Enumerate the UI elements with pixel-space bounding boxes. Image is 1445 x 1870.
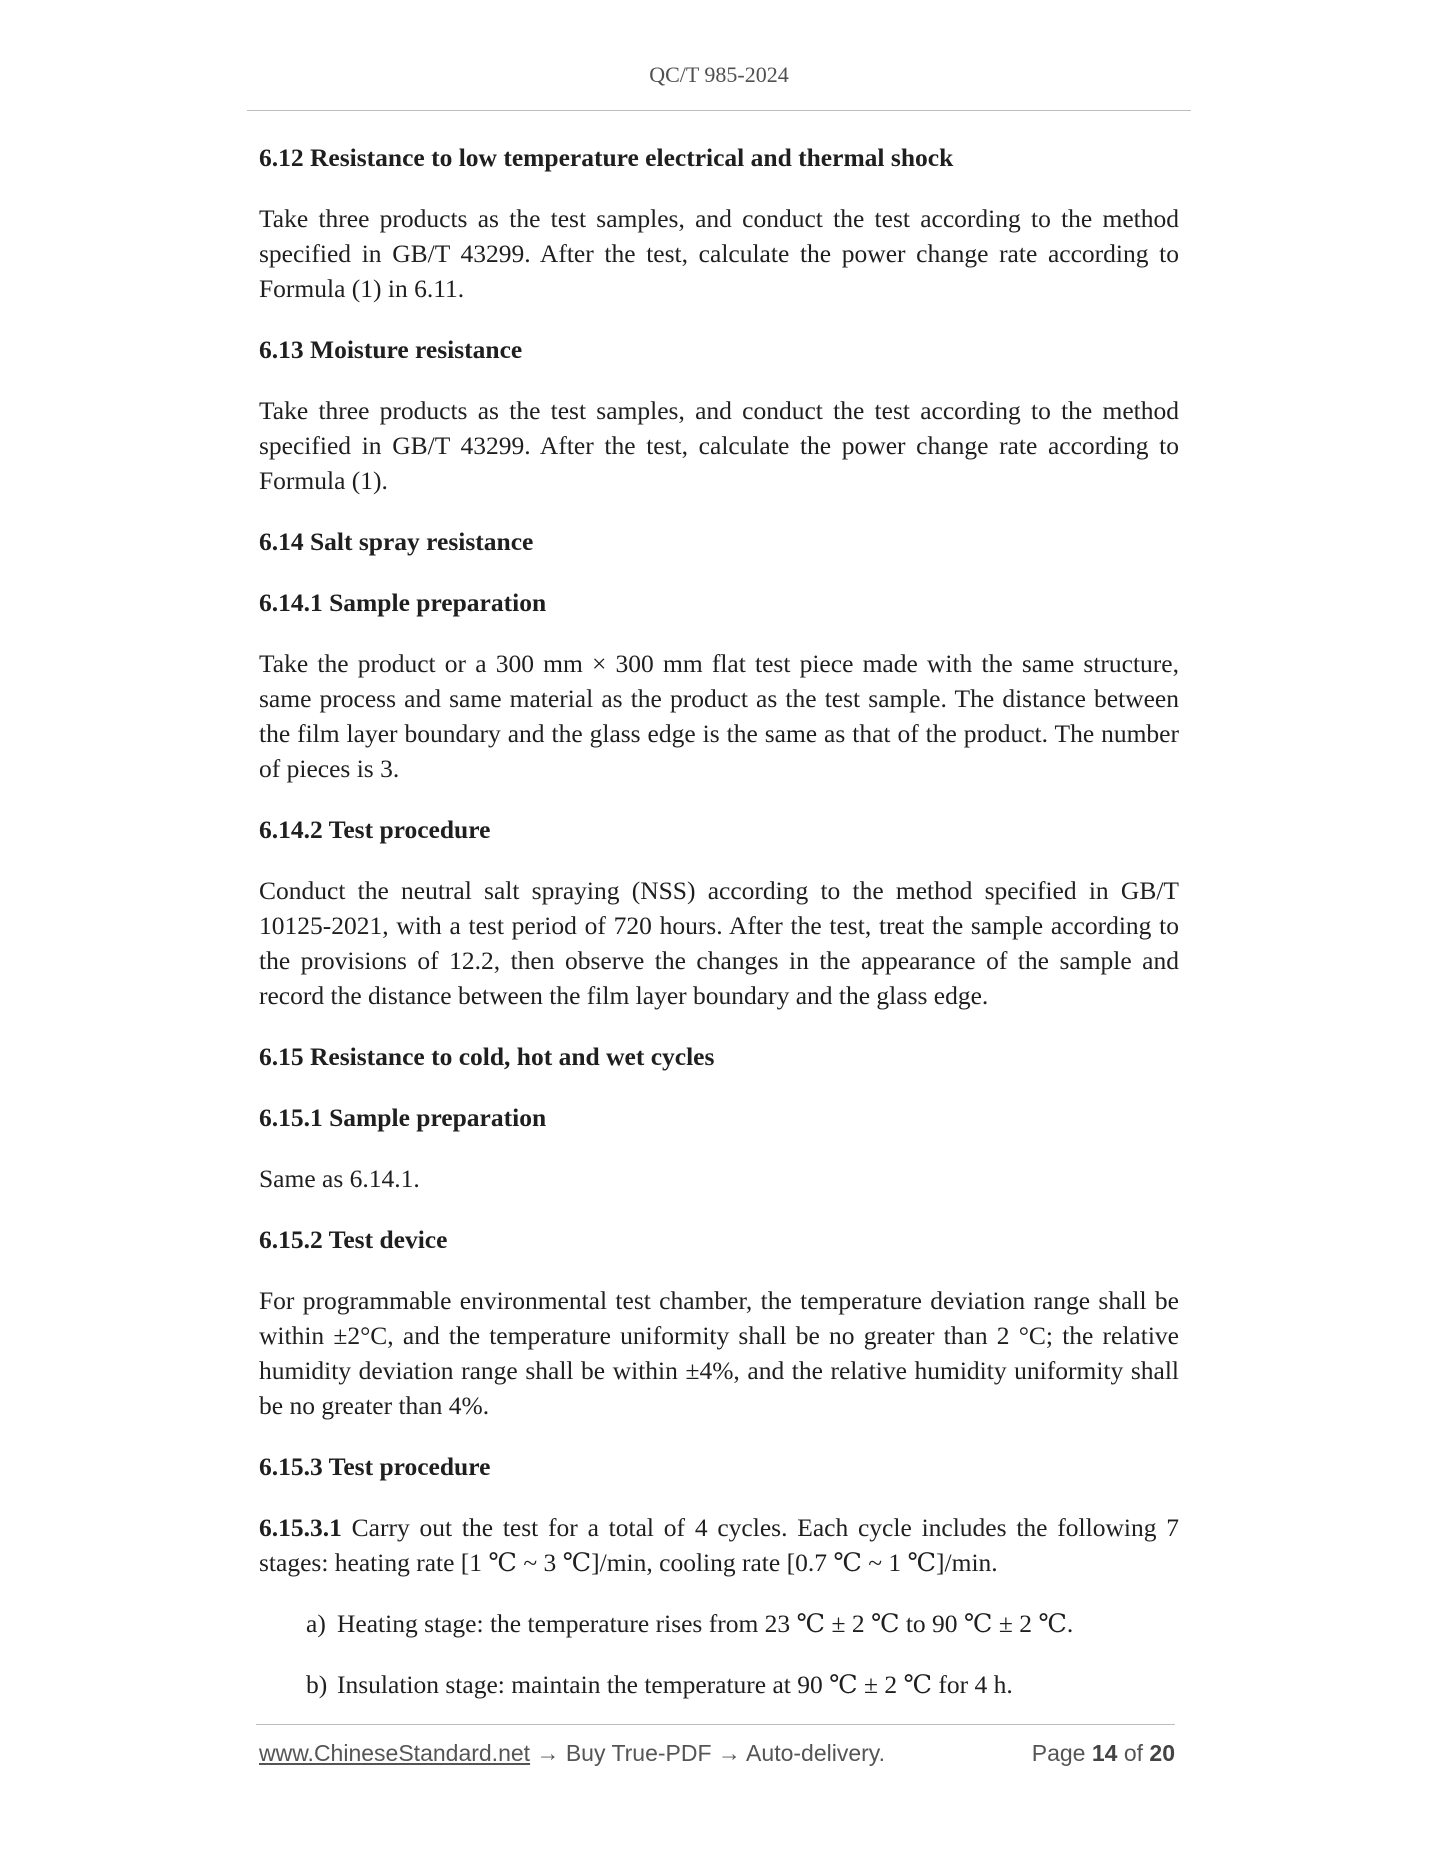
page-label: Page bbox=[1031, 1740, 1086, 1766]
section-heading-6-13: 6.13 Moisture resistance bbox=[259, 335, 523, 364]
section-heading-6-14: 6.14 Salt spray resistance bbox=[259, 527, 534, 556]
page-header bbox=[247, 62, 1191, 88]
list-marker: a) bbox=[306, 1609, 326, 1638]
section-text-6-15-2: For programmable environmental test chamber, the temperature deviation range shall be within ±2°C, and the temperature uniformity shall be no greater than 2 °C; the relative humidity deviation range shall be within ±4%, and the relative humidity uniformity shall be no greater than 4%. bbox=[259, 1286, 1179, 1420]
list-marker: b) bbox=[306, 1670, 328, 1699]
list-item-text: Insulation stage: maintain the temperature at 90 ℃ ± 2 ℃ for 4 h. bbox=[337, 1670, 1013, 1699]
list-item-text: Heating stage: the temperature rises from 23 ℃ ± 2 ℃ to 90 ℃ ± 2 ℃. bbox=[337, 1609, 1074, 1638]
section-heading-6-15: 6.15 Resistance to cold, hot and wet cycles bbox=[259, 1042, 715, 1071]
section-heading-6-15-3: 6.15.3 Test procedure bbox=[259, 1452, 491, 1481]
section-heading-6-15-1: 6.15.1 Sample preparation bbox=[259, 1103, 547, 1132]
section-text-6-13: Take three products as the test samples, and conduct the test according to the method specified in GB/T 43299. After the test, calculate the power change rate according to Formula (1). bbox=[259, 396, 1179, 495]
section-text-6-14-1: Take the product or a 300 mm × 300 mm flat test piece made with the same structure, same process and same material as the product as the test sample. The distance between the film layer boundary and the glass edge is the same as that of the product. The number of pieces is 3. bbox=[259, 649, 1179, 783]
of-label: of bbox=[1123, 1740, 1144, 1766]
current-page-number: 14 bbox=[1091, 1740, 1118, 1766]
section-text-6-14-2: Conduct the neutral salt spraying (NSS) according to the method specified in GB/T 10125-2021, with a test period of 720 hours. After the test, treat the sample according to the provisions of 12.2, then observe the changes in the appearance of the sample and record the distance between the film layer boundary and the glass edge. bbox=[259, 876, 1179, 1010]
section-text-6-15-1: Same as 6.14.1. bbox=[259, 1164, 420, 1193]
section-text-6-12: Take three products as the test samples, and conduct the test according to the method specified in GB/T 43299. After the test, calculate the power change rate according to Formula (1) in 6.11. bbox=[259, 204, 1179, 303]
promo-text: → Buy True-PDF → Auto-delivery. bbox=[530, 1740, 885, 1766]
list-item bbox=[259, 1667, 1179, 1702]
clause-text-6-15-3-1: Carry out the test for a total of 4 cycles. Each cycle includes the following 7 stages: heating rate [1 ℃ ~ 3 ℃]/min, cooling rate [0.7 ℃ ~ 1 ℃]/min. bbox=[259, 1513, 1179, 1577]
document-id: QC/T 985-2024 bbox=[649, 62, 789, 87]
section-heading-6-12: 6.12 Resistance to low temperature electrical and thermal shock bbox=[259, 143, 954, 172]
document-body bbox=[259, 140, 1179, 1728]
stage-list bbox=[259, 1606, 1179, 1702]
website-link[interactable]: www.ChineseStandard.net bbox=[259, 1740, 531, 1766]
section-text-6-15-3-1 bbox=[259, 1510, 1179, 1580]
clause-number-6-15-3-1: 6.15.3.1 bbox=[259, 1513, 342, 1542]
section-heading-6-14-2: 6.14.2 Test procedure bbox=[259, 815, 491, 844]
section-heading-6-15-2: 6.15.2 Test device bbox=[259, 1225, 448, 1254]
footer-promo bbox=[259, 1740, 885, 1767]
page-footer bbox=[259, 1740, 1175, 1774]
list-item bbox=[259, 1606, 1179, 1641]
page-indicator bbox=[1032, 1740, 1175, 1767]
total-pages-number: 20 bbox=[1149, 1740, 1175, 1766]
section-heading-6-14-1: 6.14.1 Sample preparation bbox=[259, 588, 547, 617]
header-divider bbox=[247, 110, 1191, 111]
footer-divider bbox=[256, 1724, 1175, 1725]
